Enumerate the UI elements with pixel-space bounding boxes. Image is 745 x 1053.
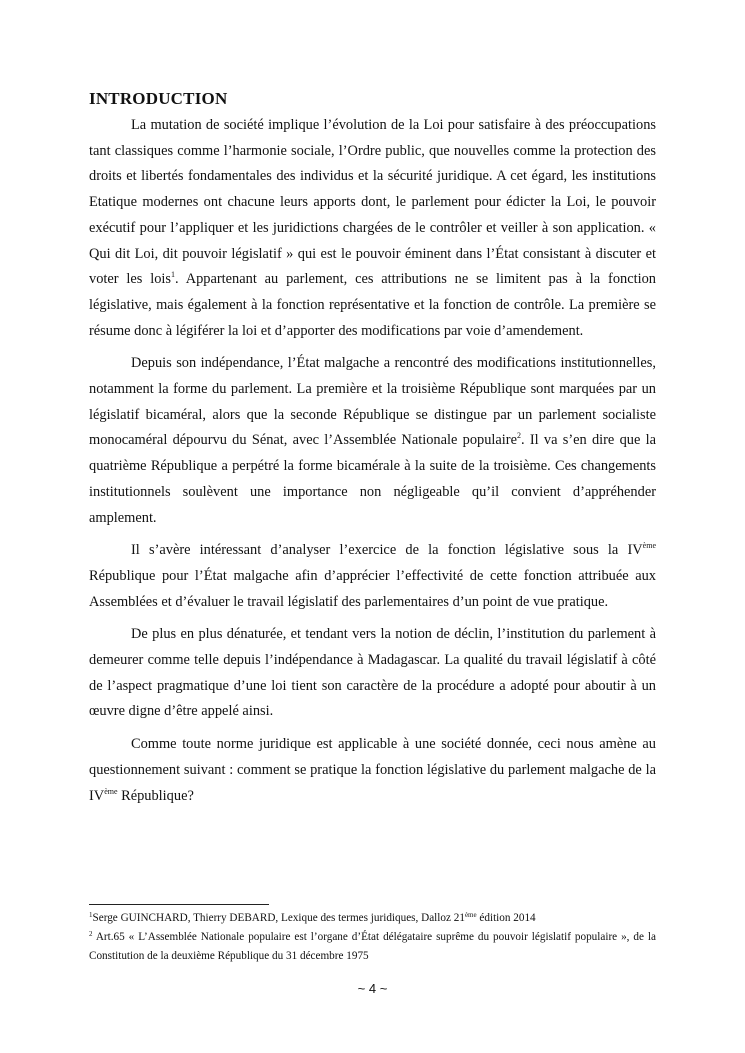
footnote-1-superscript: ème [464,911,477,919]
page-number: ~ 4 ~ [357,981,388,996]
footnote-2 [89,928,656,966]
footnote-2-text: Art.65 « L’Assemblée Nationale populaire est l’organe d’État délégataire suprême du pouvoir législatif populaire », de la Constitution de la deuxième République du 31 décembre 1975 [89,931,656,962]
paragraph-4: De plus en plus dénaturée, et tendant vers la notion de déclin, l’institution du parlement à demeurer comme telle depuis l’indépendance à Madagascar. La qualité du travail législatif à côté de l’aspect pragmatique d’une loi tient son caractère de la procédure a adopté pour aboutir à un œuvre digne d’être appelé ainsi. [89,626,656,720]
paragraph-5-text-b: République? [117,787,194,804]
footnote-1-text-b: édition 2014 [476,912,536,924]
paragraph-2-text-a: Depuis son indépendance, l’État malgache a rencontré des modifications institutionnelles, notamment la forme du parlement. La première et la troisième République sont marquées par un législatif bicaméral, alors que la seconde République se distingue par un parlement socialiste monocaméral dépourvu du Sénat, avec l’Assemblée Nationale populaire [89,355,656,449]
paragraph-2 [89,351,656,531]
paragraph-3-text-a: Il s’avère intéressant d’analyser l’exercice de la fonction législative sous la IV [131,542,643,559]
paragraph-5 [89,732,656,809]
footnote-1 [89,909,656,928]
footnotes [89,909,656,966]
footnote-1-text-a: Serge GUINCHARD, Thierry DEBARD, Lexique des termes juridiques, Dalloz 21 [92,912,465,924]
paragraph-1-text-a: La mutation de société implique l’évolution de la Loi pour satisfaire à des préoccupations tant classiques comme l’harmonie sociale, l’Ordre public, que nouvelles comme la protection des droits et libertés fondamentales des individus et la sécurité juridique. A cet égard, les institutions Etatique modernes ont chacune leurs apports dont, le parlement pour édicter la Loi, le pouvoir exécutif pour l’appliquer et les juridictions chargées de le contrôler et veiller à son application. « Qui dit Loi, dit pouvoir législatif » qui est le pouvoir éminent dans l’État consistant à discuter et voter les lois [89,117,656,288]
footnote-ref-2: 2 [516,431,521,441]
footnote-2-number: 2 [89,930,93,938]
paragraph-1 [89,113,656,344]
paragraph-3-text-b: République pour l’État malgache afin d’apprécier l’effectivité de cette fonction attribuée aux Assemblées et d’évaluer le travail législatif des parlementaires d’un point de vue pratique. [89,567,656,610]
footnote-ref-1: 1 [171,270,176,280]
body-text [89,113,656,809]
footnote-separator [89,904,269,905]
footnote-1-number: 1 [89,911,93,919]
section-heading: INTRODUCTION [89,89,228,108]
paragraph-2-text-b: . Il va s’en dire que la quatrième République a perpétré la forme bicamérale à la suite de la troisième. Ces changements institutionnels soulèvent une importance non négligeable qu’il convient d’appréhender amplement. [89,432,656,526]
paragraph-5-text-a: Comme toute norme juridique est applicable à une société donnée, ceci nous amène au questionnement suivant : comment se pratique la fonction législative du parlement malgache de la IV [89,736,656,804]
paragraph-5-superscript: ème [104,786,118,796]
paragraph-1-text-b: . Appartenant au parlement, ces attributions ne se limitent pas à la fonction législative, mais également à la fonction représentative et la fonction de contrôle. La première se résume donc à légiférer la loi et d’apporter des modifications par voie d’amendement. [89,271,656,339]
paragraph-3 [89,538,656,615]
paragraph-3-superscript: ème [642,541,656,551]
